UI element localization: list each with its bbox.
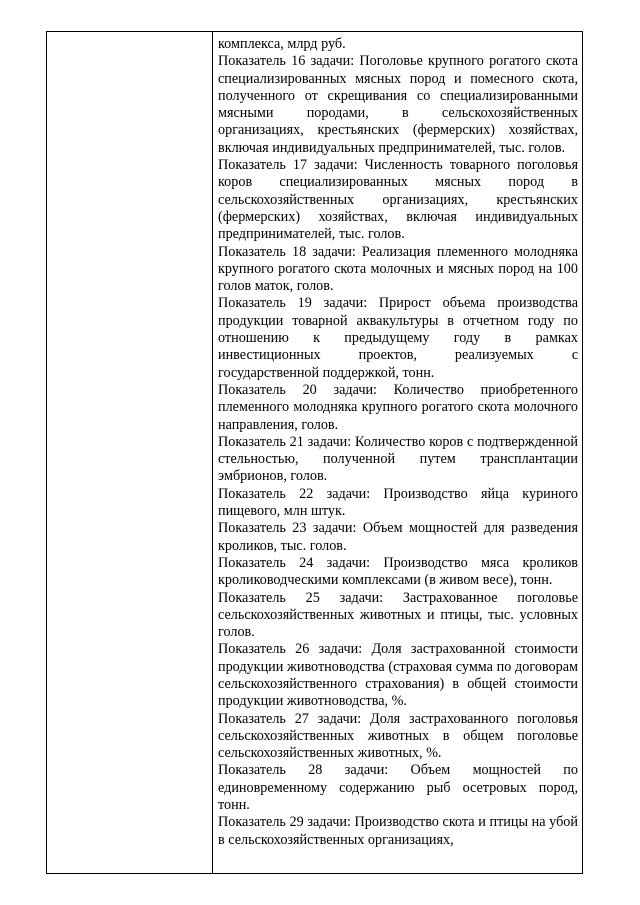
indicator-21: Показатель 21 задачи: Количество коров с подтвержденной стельностью, полученной путем трансплантации эмбрионов, голов. <box>218 433 578 485</box>
indicator-26: Показатель 26 задачи: Доля застрахованной стоимости продукции животноводства (страховая сумма по договорам сельскохозяйственного страхования) в общей стоимости продукции животноводства, %. <box>218 641 578 710</box>
document-table <box>46 31 583 874</box>
indicator-22: Показатель 22 задачи: Производство яйца куриного пищевого, млн штук. <box>218 485 578 520</box>
indicator-20: Показатель 20 задачи: Количество приобретенного племенного молодняка крупного рогатого скота молочного направления, голов. <box>218 381 578 433</box>
indicators-cell <box>218 36 578 849</box>
indicator-23: Показатель 23 задачи: Объем мощностей для разведения кроликов, тыс. голов. <box>218 520 578 554</box>
indicator-28: Показатель 28 задачи: Объем мощностей по единовременному содержанию рыб осетровых пород, тонн. <box>218 762 578 814</box>
indicator-17: Показатель 17 задачи: Численность товарного поголовья коров специализированных мясных пород в сельскохозяйственных организациях, крестьянских (фермерских) хозяйствах, включая индивидуальных предпринимателей, тыс. голов. <box>218 157 578 243</box>
indicator-16: Показатель 16 задачи: Поголовье крупного рогатого скота специализированных мясных пород и помесного скота, полученного от скрещивания со специализированными мясными породами, в сельскохозяйственных организациях, крестьянских (фермерских) хозяйствах, включая индивидуальных предпринимателей, тыс. голов. <box>218 53 578 156</box>
indicator-29: Показатель 29 задачи: Производство скота и птицы на убой в сельскохозяйственных организациях, <box>218 814 578 848</box>
indicator-27: Показатель 27 задачи: Доля застрахованного поголовья сельскохозяйственных животных в общем поголовье сельскохозяйственных животных, %. <box>218 710 578 762</box>
indicator-19: Показатель 19 задачи: Прирост объема производства продукции товарной аквакультуры в отчетном году по отношению к предыдущему году в рамках инвестиционных проектов, реализуемых с государственной поддержкой, тонн. <box>218 295 578 381</box>
lead-fragment: комплекса, млрд руб. <box>218 36 346 52</box>
indicator-25: Показатель 25 задачи: Застрахованное поголовье сельскохозяйственных животных и птицы, тыс. условных голов. <box>218 589 578 641</box>
indicator-24: Показатель 24 задачи: Производство мяса кроликов кролиководческими комплексами (в живом весе), тонн. <box>218 554 578 589</box>
column-divider <box>212 32 213 873</box>
indicator-18: Показатель 18 задачи: Реализация племенного молодняка крупного рогатого скота молочных и мясных пород на 100 голов маток, голов. <box>218 243 578 295</box>
